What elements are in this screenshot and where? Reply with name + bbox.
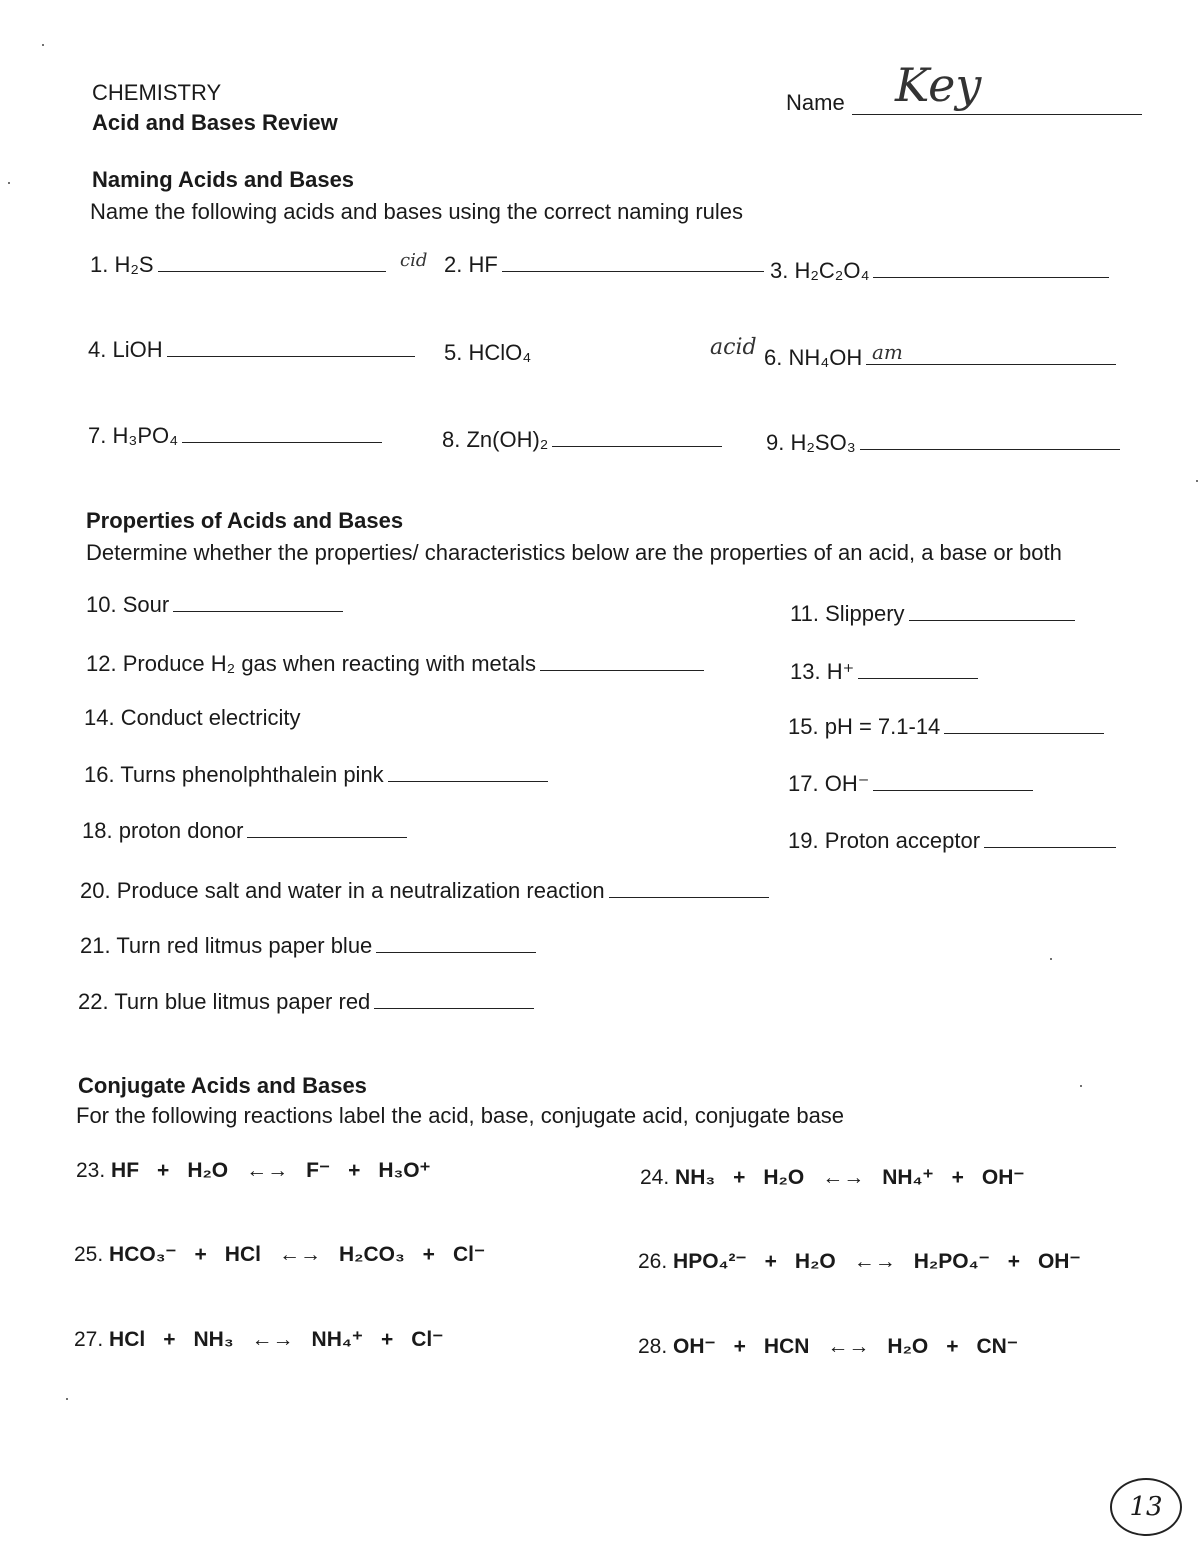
reaction-23: 23. HF + H₂O ←→ F⁻ + H₃O⁺ — [76, 1159, 431, 1182]
conjugate-heading: Conjugate Acids and Bases — [78, 1073, 367, 1098]
scan-speck — [1050, 958, 1052, 960]
naming-item-3: 3. H₂C₂O₄ — [770, 258, 1109, 284]
name-line[interactable] — [852, 114, 1142, 115]
subject-label: CHEMISTRY — [92, 80, 222, 105]
scan-speck — [1196, 480, 1198, 482]
property-item-20: 20. Produce salt and water in a neutralization reaction — [80, 878, 769, 904]
property-item-15: 15. pH = 7.1-14 — [788, 714, 1104, 740]
naming-heading: Naming Acids and Bases — [92, 167, 355, 192]
property-item-17: 17. OH⁻ — [788, 771, 1033, 797]
naming-item-4: 4. LiOH — [88, 337, 415, 363]
property-item-13: 13. H⁺ — [790, 659, 978, 685]
reaction-24: 24. NH₃ + H₂O ←→ NH₄⁺ + OH⁻ — [640, 1166, 1025, 1189]
scan-speck — [66, 1398, 68, 1400]
naming-item-9: 9. H₂SO₃ — [766, 430, 1120, 456]
answer-5-handwritten: acid — [710, 335, 757, 360]
reaction-26: 26. HPO₄²⁻ + H₂O ←→ H₂PO₄⁻ + OH⁻ — [638, 1250, 1081, 1273]
scan-speck — [42, 44, 44, 46]
name-handwritten: Key — [895, 58, 982, 112]
reaction-25: 25. HCO₃⁻ + HCl ←→ H₂CO₃ + Cl⁻ — [74, 1243, 486, 1266]
property-item-21: 21. Turn red litmus paper blue — [80, 933, 536, 959]
scan-speck — [1080, 1085, 1082, 1087]
answer-6-handwritten: am — [872, 340, 903, 364]
property-item-22: 22. Turn blue litmus paper red — [78, 989, 534, 1015]
page-number-circle: 13 — [1110, 1478, 1182, 1536]
property-item-16: 16. Turns phenolphthalein pink — [84, 762, 548, 788]
naming-item-2: 2. HF — [444, 252, 764, 278]
conjugate-instructions: For the following reactions label the acid, base, conjugate acid, conjugate base — [76, 1103, 845, 1128]
answer-1-handwritten: cid — [400, 250, 428, 271]
worksheet-title: Acid and Bases Review — [92, 110, 338, 135]
reaction-28: 28. OH⁻ + HCN ←→ H₂O + CN⁻ — [638, 1335, 1018, 1358]
property-item-18: 18. proton donor — [82, 818, 407, 844]
naming-item-6: 6. NH₄OH — [764, 345, 1116, 371]
naming-item-8: 8. Zn(OH)₂ — [442, 427, 722, 453]
scan-speck — [8, 182, 10, 184]
property-item-19: 19. Proton acceptor — [788, 828, 1116, 854]
reaction-27: 27. HCl + NH₃ ←→ NH₄⁺ + Cl⁻ — [74, 1328, 444, 1351]
property-item-10: 10. Sour — [86, 592, 343, 618]
naming-item-1: 1. H₂S — [90, 252, 386, 278]
property-item-12: 12. Produce H₂ gas when reacting with metals — [86, 651, 704, 677]
naming-item-7: 7. H₃PO₄ — [88, 423, 382, 449]
naming-instructions: Name the following acids and bases using the correct naming rules — [90, 199, 744, 224]
properties-instructions: Determine whether the properties/ characteristics below are the properties of an acid, a base or both — [86, 540, 1062, 565]
properties-heading: Properties of Acids and Bases — [86, 508, 404, 533]
name-label: Name — [786, 90, 845, 115]
property-item-11: 11. Slippery — [790, 601, 1075, 627]
property-item-14: 14. Conduct electricity — [84, 705, 301, 730]
naming-item-5: 5. HClO₄ — [444, 340, 532, 365]
